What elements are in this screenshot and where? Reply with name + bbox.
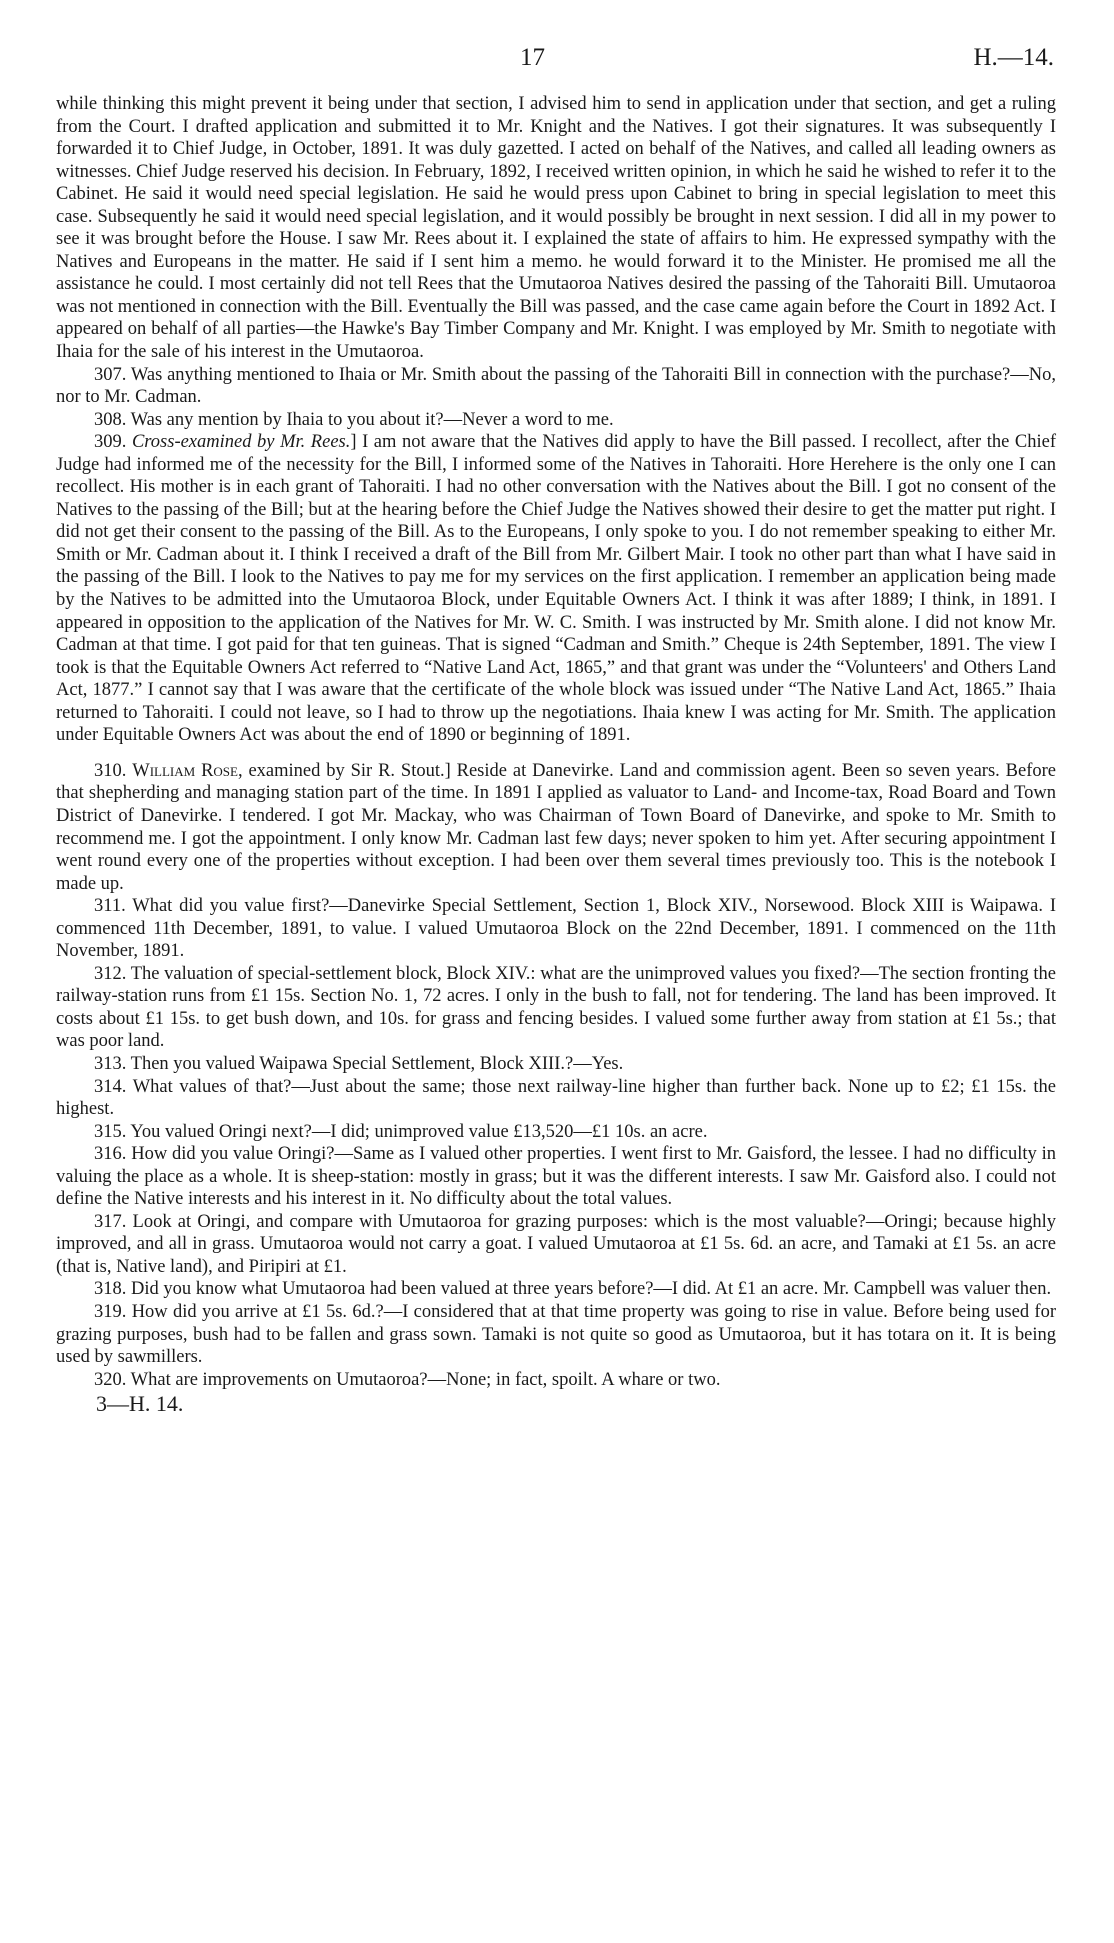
paragraph-number: 310. bbox=[94, 760, 133, 781]
paragraph-body: , examined by Sir R. Stout.] Reside at Danevirke. Land and commission agent. Been so seven years. Before that shepherding and managing station part of the time. In 1891 I applied as valuator to Land- and Income-tax, Road Board and Town District of Danevirke. I tendered. I got Mr. Mackay, who was Chairman of Town Board of Danevirke, and spoke to Mr. Smith to recommend me. I got the appointment. I only know Mr. Cadman last few days; never spoken to him yet. After securing appointment I went round every one of the properties without exception. I had been over them several times previously too. This is the notebook I made up. bbox=[56, 760, 1056, 894]
paragraph-310 bbox=[56, 760, 1056, 895]
paragraph-body: ] I am not aware that the Natives did apply to have the Bill passed. I recollect, after the Chief Judge had informed me of the necessity for the Bill, I informed some of the Natives in Tahoraiti. Hore Herehere is the only one I can recollect. His mother is in each grant of Tahoraiti. I had no other conversation with the Natives about the Bill. I got no consent of the Natives to the passing of the Bill; but at the hearing before the Chief Judge the Natives showed their desire to get the matter put right. I did not get their consent to the passing of the Bill. As to the Europeans, I only spoke to you. I do not remember speaking to either Mr. Smith or Mr. Cadman about it. I think I received a draft of the Bill from Mr. Gilbert Mair. I took no other part than what I have said in the passing of the Bill. I look to the Natives to pay me for my services on the first application. I remember an application being made by the Natives to be admitted into the Umutaoroa Block, under Equitable Owners Act. I think it was after 1889; I think, in 1891. I appeared in opposition to the application of the Natives for Mr. W. C. Smith. I was instructed by Mr. Smith alone. I did not know Mr. Cadman at that time. I got paid for that ten guineas. That is signed “Cadman and Smith.” Cheque is 24th September, 1891. The view I took is that the Equitable Owners Act referred to “Native Land Act, 1865,” and that grant was under the “Volunteers' and Others Land Act, 1877.” I cannot say that I was aware that the certificate of the whole block was issued under “The Native Land Act, 1865.” Ihaia returned to Tahoraiti. I could not leave, so I had to throw up the negotiations. Ihaia knew I was acting for Mr. Smith. The application under Equitable Owners Act was about the end of 1890 or beginning of 1891. bbox=[56, 432, 1056, 746]
paragraph-320: 320. What are improvements on Umutaoroa?—None; in fact, spoilt. A whare or two. bbox=[94, 1369, 721, 1390]
paragraph-continuation: while thinking this might prevent it being under that section, I advised him to send in application under that section, and get a ruling from the Court. I drafted application and submitted it to Mr. Knight and the Natives. I got their signatures. It was subsequently I forwarded it to Chief Judge, in October, 1891. It was duly gazetted. I acted on behalf of the Natives, and called all leading owners as witnesses. Chief Judge reserved his decision. In February, 1892, I received written opinion, in which he said he wished to refer it to the Cabinet. He said it would need special legislation. He said he would press upon Cabinet to bring in special legislation to meet this case. Subsequently he said it would need special legislation, and it would possibly be brought in next session. I did all in my power to see it was brought before the House. I saw Mr. Rees about it. I explained the state of affairs to him. He expressed sympathy with the Natives and Europeans in the matter. He said if I sent him a memo. he would forward it to the Minister. He promised me all the assistance he could. I most certainly did not tell Rees that the Umutaoroa Natives desired the passing of the Tahoraiti Bill. Umutaoroa was not mentioned in connection with the Bill. Eventually the Bill was passed, and the case came again before the Court in 1892 Act. I appeared on behalf of all parties—the Hawke's Bay Timber Company and Mr. Knight. I was employed by Mr. Smith to negotiate with Ihaia for the sale of his interest in the Umutaoroa. bbox=[56, 94, 1056, 363]
paragraph-315: 315. You valued Oringi next?—I did; unimproved value £13,520—£1 10s. an acre. bbox=[94, 1121, 708, 1142]
cross-examination-heading: Cross-examined by Mr. Rees. bbox=[131, 432, 351, 453]
paragraph-number: 309. bbox=[94, 432, 132, 453]
paragraph-312: 312. The valuation of special-settlement block, Block XIV.: what are the unimproved values you fixed?—The section fronting the railway-station runs from £1 15s. Section No. 1, 72 acres. I only in the bush to fall, not for tendering. The land has been improved. It costs about £1 15s. to get bush down, and 10s. for grass and fencing besides. I valued some further away from station at £1 5s.; that was poor land. bbox=[56, 963, 1056, 1052]
page-header bbox=[0, 40, 1114, 76]
signature-mark: 3—H. 14. bbox=[96, 1391, 184, 1417]
paragraph-311: 311. What did you value first?—Danevirke Special Settlement, Section 1, Block XIV., Norsewood. Block XIII is Waipawa. I commenced 11th December, 1891, to value. I valued Umutaoroa Block on the 22nd December, 1891. I commenced on the 11th November, 1891. bbox=[56, 896, 1056, 962]
paragraph-308: 308. Was any mention by Ihaia to you about it?—Never a word to me. bbox=[94, 409, 614, 430]
document-reference: H.—14. bbox=[973, 44, 1054, 71]
paragraph-314: 314. What values of that?—Just about the same; those next railway-line higher than further back. None up to £2; £1 15s. the highest. bbox=[56, 1076, 1056, 1120]
witness-name: William Rose bbox=[132, 760, 238, 781]
page-number: 17 bbox=[520, 44, 545, 71]
paragraph-319: 319. How did you arrive at £1 5s. 6d.?—I considered that at that time property was going to rise in value. Before being used for grazing purposes, bush had to be fallen and grass sown. Tamaki is not quite so good as Umutaoroa, but it has totara on it. It is being used by sawmillers. bbox=[56, 1301, 1056, 1368]
paragraph-317: 317. Look at Oringi, and compare with Umutaoroa for grazing purposes: which is the most valuable?—Oringi; because highly improved, and all in grass. Umutaoroa would not carry a goat. I valued Umutaoroa at £1 5s. 6d. an acre, and Tamaki at £1 5s. an acre (that is, Native land), and Piripiri at £1. bbox=[56, 1211, 1056, 1277]
paragraph-313: 313. Then you valued Waipawa Special Settlement, Block XIII.?—Yes. bbox=[94, 1053, 624, 1074]
paragraph-316: 316. How did you value Oringi?—Same as I valued other properties. I went first to Mr. Gaisford, the lessee. I had no difficulty in valuing the place as a whole. It is sheep-station: mostly in grass; but it was the different interests. I saw Mr. Gaisford also. I could not define the Native interests and his interest in it. No difficulty about the total values. bbox=[56, 1144, 1056, 1210]
paragraph-307: 307. Was anything mentioned to Ihaia or Mr. Smith about the passing of the Tahoraiti Bill in connection with the purchase?—No, nor to Mr. Cadman. bbox=[56, 364, 1056, 408]
body-text bbox=[56, 93, 1056, 1416]
paragraph-318: 318. Did you know what Umutaoroa had been valued at three years before?—I did. At £1 an acre. Mr. Campbell was valuer then. bbox=[94, 1279, 1052, 1300]
paragraph-309 bbox=[56, 431, 1056, 747]
